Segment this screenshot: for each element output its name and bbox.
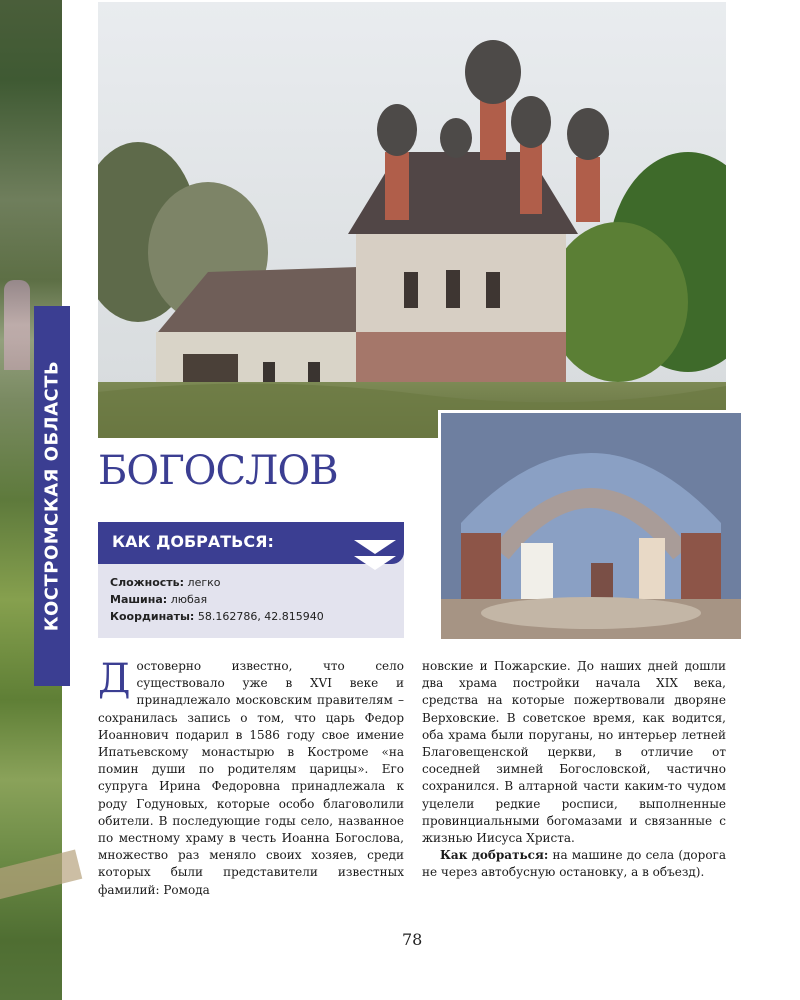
difficulty-label: Сложность: <box>110 576 185 589</box>
body-column-2 <box>422 658 726 882</box>
how-to-get-inline-label: Как добраться: <box>440 848 549 863</box>
difficulty-line <box>110 574 324 591</box>
body-column-1 <box>98 658 404 899</box>
body-text-2: новские и Пожарские. До наших дней дошли два храма постройки начала XIX века, средства на которые пожертвовали дворяне Верховские. В советское время, как водится, оба храма были поруганы, но интерьер летней Благовещенской церкви, в отличие от соседней зимней Богословской, частично сохранился. В алтарной части каким-то чудом уцелели редкие росписи, выполненные провинциальными богомазами и связанные с жизнью Иисуса Христа. <box>422 659 726 846</box>
page-title: БОГОСЛОВ <box>98 448 338 494</box>
how-to-get-title: КАК ДОБРАТЬСЯ: <box>112 532 274 551</box>
page-number: 78 <box>402 930 423 949</box>
chevron-down-icon <box>352 530 398 576</box>
drop-cap: Д <box>98 656 131 702</box>
how-to-get-box <box>98 522 404 638</box>
car-line <box>110 591 324 608</box>
how-to-get-details <box>110 574 324 625</box>
region-tab <box>34 306 70 686</box>
coords-label: Координаты: <box>110 610 195 623</box>
church-interior-photo <box>438 410 744 642</box>
car-label: Машина: <box>110 593 168 606</box>
how-to-get-paragraph <box>422 847 726 881</box>
church-spire-detail <box>4 280 30 370</box>
car-value: любая <box>170 593 208 606</box>
church-exterior-photo <box>98 2 726 438</box>
coords-value: 58.162786, 42.815940 <box>197 610 324 623</box>
how-to-get-inline-text: на машине до села (дорога не через автобусную остановку, а в объезд). <box>422 848 727 880</box>
region-label: КОСТРОМСКАЯ ОБЛАСТЬ <box>41 360 63 632</box>
coords-line <box>110 608 324 625</box>
difficulty-value: легко <box>187 576 221 589</box>
body-text-1: остоверно известно, что село существовало уже в XVI веке и принадлежало московским правителям – сохранилась запись о том, что царь Федор Иоаннович подарил в 1586 году свое имение Ипатьевскому монастырю в Костроме «на помин души по родителям царицы». Его супруга Ирина Федоровна принадлежала к роду Годуновых, которые особо благоволили обители. В последующие годы село, названное по местному храму в честь Иоанна Богослова, множество раз меняло своих хозяев, среди которых были представители известных фамилий: Ромода <box>98 659 404 897</box>
dirt-path-detail <box>0 850 82 901</box>
